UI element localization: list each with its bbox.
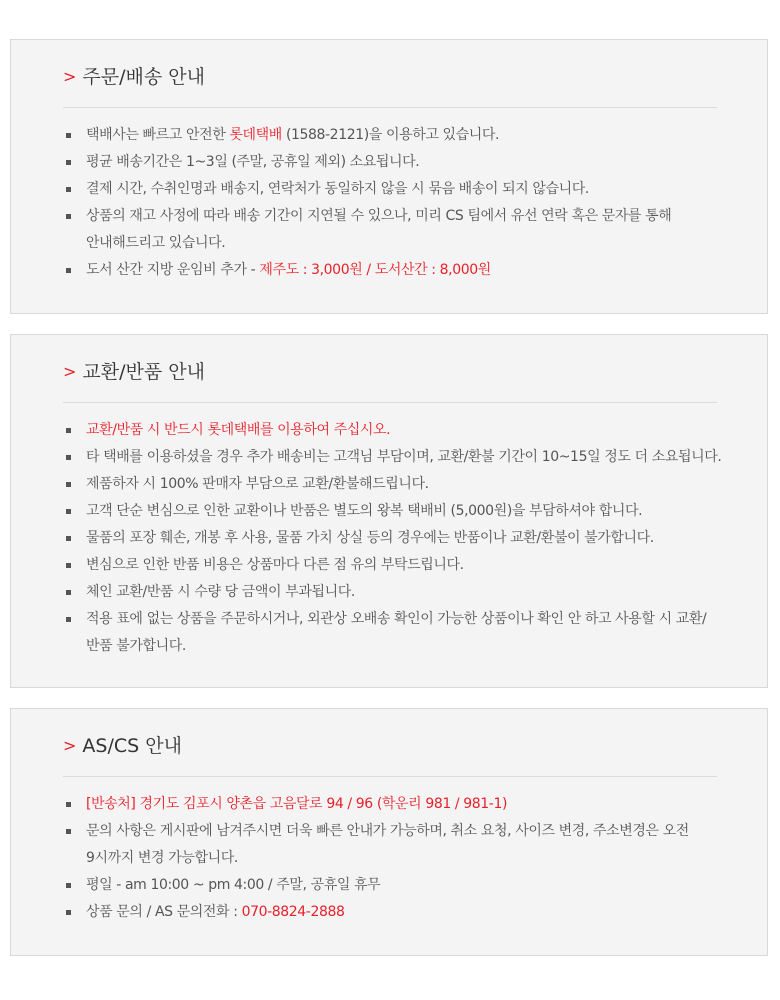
section-title-text: AS/CS 안내 — [82, 735, 182, 757]
list-item — [63, 122, 728, 149]
list-item — [63, 444, 728, 471]
list-item — [63, 579, 728, 606]
list-item — [63, 899, 728, 926]
highlight-text: 교환/반품 시 반드시 롯데택배를 이용하여 주십시오. — [86, 422, 391, 438]
section-title — [63, 357, 205, 387]
item-text: 평일 - am 10:00 ~ pm 4:00 / 주말, 공휴일 휴무 — [86, 877, 381, 893]
item-text: (1588-2121)을 이용하고 있습니다. — [281, 127, 500, 143]
item-text: 제품하자 시 100% 판매자 부담으로 교환/환불해드립니다. — [86, 476, 429, 492]
bullet-icon — [66, 536, 71, 541]
chevron-right-icon: > — [63, 362, 77, 381]
section-title — [63, 731, 182, 761]
divider — [63, 776, 717, 777]
highlight-text: 070-8824-2888 — [241, 904, 345, 920]
highlight-text: 제주도 : 3,000원 / 도서산간 : 8,000원 — [259, 262, 491, 278]
item-text: 문의 사항은 게시판에 남겨주시면 더욱 빠른 안내가 가능하며, 취소 요청, 사이즈 변경, 주소변경은 오전 9시까지 변경 가능합니다. — [86, 823, 689, 866]
item-text: 체인 교환/반품 시 수량 당 금액이 부과됩니다. — [86, 584, 355, 600]
bullet-icon — [66, 428, 71, 433]
list-item — [63, 525, 728, 552]
list-item — [63, 257, 728, 284]
item-text: 고객 단순 변심으로 인한 교환이나 반품은 별도의 왕복 택배비 (5,000원)을 부담하셔야 합니다. — [86, 503, 643, 519]
bullet-icon — [66, 883, 71, 888]
info-list — [63, 122, 728, 284]
item-text: 평균 배송기간은 1~3일 (주말, 공휴일 제외) 소요됩니다. — [86, 154, 420, 170]
section-title — [63, 62, 205, 92]
as-cs-panel — [10, 708, 768, 956]
list-item — [63, 872, 728, 899]
highlight-text: [반송처] 경기도 김포시 양촌읍 고음달로 94 / 96 (학운리 981 / 981-1) — [86, 796, 508, 812]
bullet-icon — [66, 133, 71, 138]
chevron-right-icon: > — [63, 67, 77, 86]
list-item — [63, 818, 728, 872]
item-text: 도서 산간 지방 운임비 추가 - — [86, 262, 260, 278]
bullet-icon — [66, 617, 71, 622]
section-title-text: 주문/배송 안내 — [82, 66, 205, 88]
list-item — [63, 471, 728, 498]
item-text: 결제 시간, 수취인명과 배송지, 연락처가 동일하지 않을 시 묶음 배송이 되지 않습니다. — [86, 181, 589, 197]
bullet-icon — [66, 590, 71, 595]
highlight-text: 롯데택배 — [229, 127, 282, 143]
item-text: 적용 표에 없는 상품을 주문하시거나, 외관상 오배송 확인이 가능한 상품이나 확인 안 하고 사용할 시 교환/반품 불가합니다. — [86, 611, 707, 654]
list-item — [63, 791, 728, 818]
item-text: 상품 문의 / AS 문의전화 : — [86, 904, 242, 920]
list-item — [63, 552, 728, 579]
info-list — [63, 791, 728, 926]
item-text: 변심으로 인한 반품 비용은 상품마다 다른 점 유의 부탁드립니다. — [86, 557, 464, 573]
bullet-icon — [66, 563, 71, 568]
bullet-icon — [66, 829, 71, 834]
bullet-icon — [66, 509, 71, 514]
list-item — [63, 149, 728, 176]
chevron-right-icon: > — [63, 736, 77, 755]
item-text: 택배사는 빠르고 안전한 — [86, 127, 230, 143]
list-item — [63, 176, 728, 203]
divider — [63, 402, 717, 403]
info-list — [63, 417, 728, 660]
order-shipping-panel — [10, 39, 768, 314]
list-item — [63, 203, 728, 257]
bullet-icon — [66, 482, 71, 487]
item-text: 상품의 재고 사정에 따라 배송 기간이 지연될 수 있으나, 미리 CS 팀에서 유선 연락 혹은 문자를 통해 안내해드리고 있습니다. — [86, 208, 672, 251]
bullet-icon — [66, 802, 71, 807]
list-item — [63, 498, 728, 525]
item-text: 타 택배를 이용하셨을 경우 추가 배송비는 고객님 부담이며, 교환/환불 기간이 10~15일 정도 더 소요됩니다. — [86, 449, 722, 465]
bullet-icon — [66, 160, 71, 165]
bullet-icon — [66, 214, 71, 219]
bullet-icon — [66, 268, 71, 273]
bullet-icon — [66, 187, 71, 192]
bullet-icon — [66, 910, 71, 915]
exchange-return-panel — [10, 334, 768, 688]
bullet-icon — [66, 455, 71, 460]
section-title-text: 교환/반품 안내 — [82, 361, 205, 383]
divider — [63, 107, 717, 108]
list-item — [63, 606, 728, 660]
item-text: 물품의 포장 훼손, 개봉 후 사용, 물품 가치 상실 등의 경우에는 반품이나 교환/환불이 불가합니다. — [86, 530, 654, 546]
list-item — [63, 417, 728, 444]
